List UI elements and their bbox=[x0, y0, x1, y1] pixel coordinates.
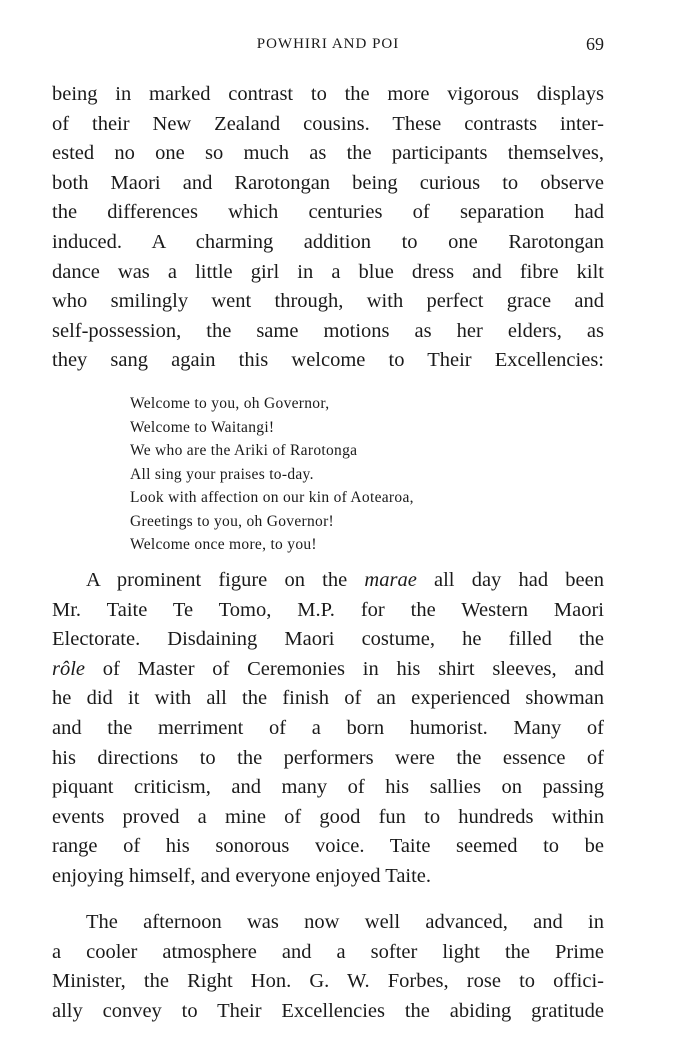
italic-word: rôle bbox=[52, 657, 86, 680]
text-line: self-possession, the same motions as her elders, as bbox=[52, 319, 604, 342]
text-line: he did it with all the finish of an experienced showman bbox=[52, 687, 604, 710]
text-line: Mr. Taite Te Tomo, M.P. for the Western Maori bbox=[52, 598, 604, 621]
running-header bbox=[52, 34, 604, 58]
text-line: the differences which centuries of separation had bbox=[52, 201, 604, 224]
text-line: his directions to the performers were the essence of bbox=[52, 746, 604, 769]
text-fragment: all day had been bbox=[416, 569, 604, 591]
italic-word: marae bbox=[364, 569, 417, 591]
verse-line: Welcome to you, oh Governor, bbox=[130, 395, 330, 412]
verse-line: Welcome once more, to you! bbox=[130, 536, 317, 553]
text-line: who smilingly went through, with perfect grace and bbox=[52, 290, 604, 313]
text-line bbox=[52, 566, 604, 596]
running-title: POWHIRI AND POI bbox=[256, 36, 400, 52]
text-line: The afternoon was now well advanced, and in bbox=[86, 911, 604, 933]
verse-line: Greetings to you, oh Governor! bbox=[130, 512, 334, 530]
text-line: a cooler atmosphere and a softer light the Prime bbox=[52, 940, 604, 963]
text-line: range of his sonorous voice. Taite seemed to be bbox=[52, 835, 604, 858]
paragraph-afternoon bbox=[52, 908, 604, 1026]
text-fragment: A prominent figure on the bbox=[86, 569, 365, 591]
text-line: enjoying himself, and everyone enjoyed Taite. bbox=[52, 864, 432, 887]
text-line: ested no one so much as the participants themselves, bbox=[52, 142, 604, 165]
page-number: 69 bbox=[586, 34, 604, 54]
text-line bbox=[52, 655, 604, 685]
text-line: and the merriment of a born humorist. Many of bbox=[52, 716, 604, 739]
text-line: ally convey to Their Excellencies the abiding gratitude bbox=[52, 999, 604, 1022]
text-line: piquant criticism, and many of his sallies on passing bbox=[52, 776, 604, 799]
text-line: events proved a mine of good fun to hundreds within bbox=[52, 805, 604, 828]
paragraph-taite bbox=[52, 566, 604, 892]
paragraph-contrast bbox=[52, 80, 604, 376]
text-line: of their New Zealand cousins. These contrasts inter- bbox=[52, 112, 604, 135]
text-line: dance was a little girl in a blue dress and fibre kilt bbox=[52, 260, 604, 283]
text-line: both Maori and Rarotongan being curious to observe bbox=[52, 171, 604, 194]
verse-line: All sing your praises to-day. bbox=[130, 465, 314, 483]
text-line: induced. A charming addition to one Rarotongan bbox=[52, 230, 604, 253]
verse-line: We who are the Ariki of Rarotonga bbox=[130, 442, 358, 459]
text-line: Minister, the Right Hon. G. W. Forbes, rose to offici- bbox=[52, 970, 604, 993]
text-line: they sang again this welcome to Their Excellencies: bbox=[52, 349, 604, 372]
welcome-verse bbox=[130, 392, 414, 557]
text-fragment: of Master of Ceremonies in his shirt sleeves, and bbox=[85, 657, 604, 680]
verse-line: Welcome to Waitangi! bbox=[130, 418, 275, 436]
text-line: Electorate. Disdaining Maori costume, he filled the bbox=[52, 628, 604, 651]
text-line: being in marked contrast to the more vigorous displays bbox=[52, 83, 604, 105]
verse-line: Look with affection on our kin of Aotearoa, bbox=[130, 489, 414, 506]
